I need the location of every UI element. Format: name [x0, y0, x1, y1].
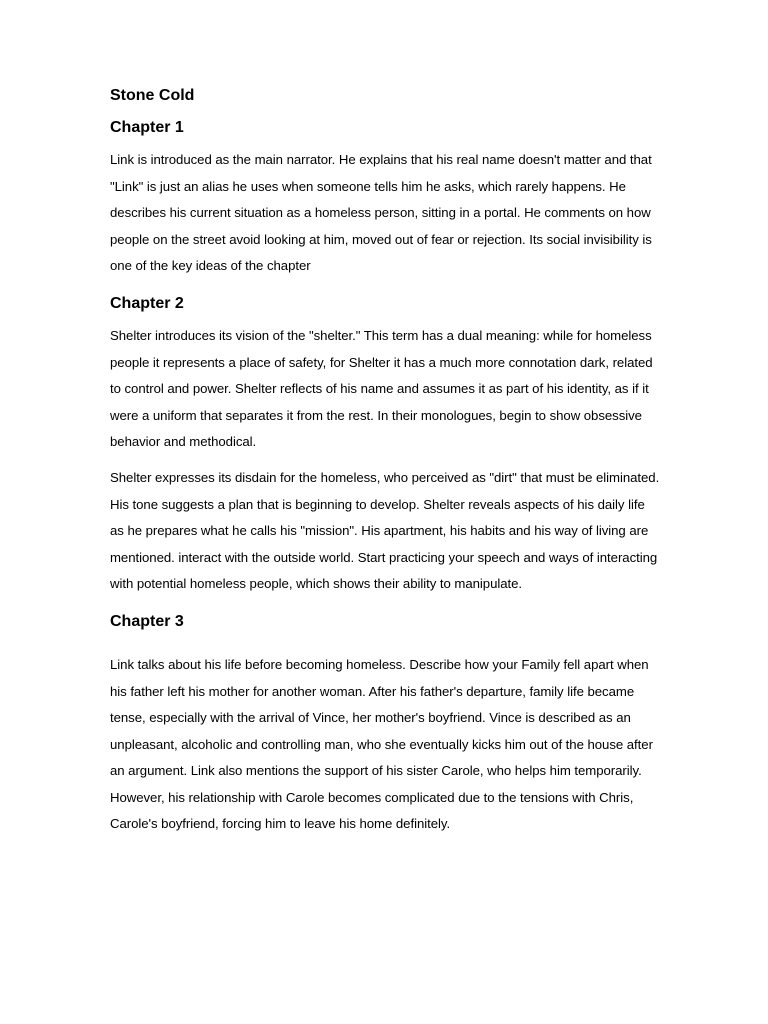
- chapter-2-paragraph-2: Shelter expresses its disdain for the homeless, who perceived as "dirt" that must be eliminated. His tone suggests a plan that is beginning to develop. Shelter reveals aspects of his daily life as he prepares what he calls his "mission". His apartment, his habits and his way of living are mentioned. interact with the outside world. Start practicing your speech and ways of interacting with potential homeless people, which shows their ability to manipulate.: [110, 469, 660, 592]
- document-page: [110, 86, 662, 847]
- chapter-1-paragraph-1: Link is introduced as the main narrator. He explains that his real name doesn't matter and that "Link" is just an alias he uses when someone tells him he asks, which rarely happens. He describes his current situation as a homeless person, sitting in a portal. He comments on how people on the street avoid looking at him, moved out of fear or rejection. Its social invisibility is one of the key ideas of the chapter: [110, 152, 652, 274]
- document-title: Stone Cold: [110, 87, 195, 104]
- chapter-3-paragraph-1: Link talks about his life before becoming homeless. Describe how your Family fell apart when his father left his mother for another woman. After his father's departure, family life became tense, especially with the arrival of Vince, her mother's boyfriend. Vince is described as an unpleasant, alcoholic and controlling man, who she eventually kicks him out of the house after an argument. Link also mentions the support of his sister Carole, who helps him temporarily. However, his relationship with Carole becomes complicated due to the tensions with Chris, Carole's boyfriend, forcing him to leave his home definitely.: [110, 656, 653, 832]
- chapter-2-heading: Chapter 2: [110, 294, 184, 312]
- chapter-1-section: [110, 118, 662, 280]
- chapter-3-section: [110, 612, 662, 838]
- chapter-2-section: [110, 294, 662, 598]
- chapter-2-paragraph-1: Shelter introduces its vision of the "shelter." This term has a dual meaning: while for homeless people it represents a place of safety, for Shelter it has a much more connotation dark, related to control and power. Shelter reflects of his name and assumes it as part of his identity, as if it were a uniform that separates it from the rest. In their monologues, begin to show obsessive behavior and methodical.: [110, 327, 653, 450]
- chapter-1-heading: Chapter 1: [110, 119, 184, 136]
- chapter-3-heading: Chapter 3: [110, 612, 184, 630]
